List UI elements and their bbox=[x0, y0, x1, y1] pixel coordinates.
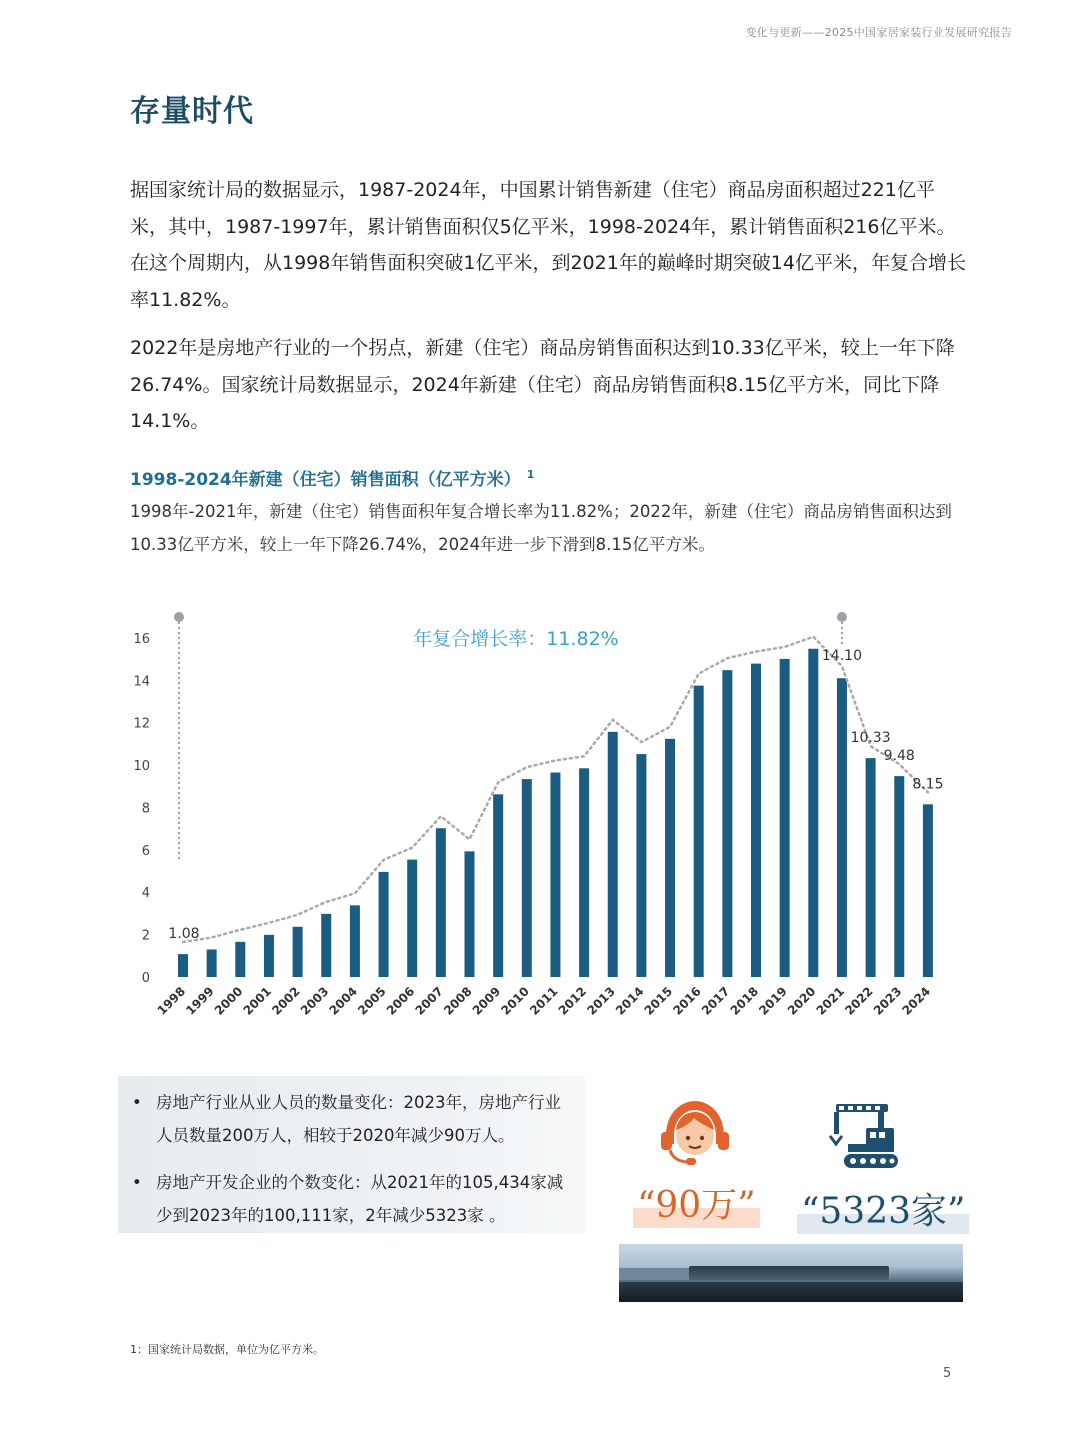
bar-2003 bbox=[321, 914, 331, 977]
body-paragraph-2: 2022年是房地产行业的一个拐点，新建（住宅）商品房销售面积达到10.33亿平米，较上一年下降26.74%。国家统计局数据显示，2024年新建（住宅）商品房销售面积8.15亿平方米，同比下降14.1%。 bbox=[130, 337, 955, 432]
companies-decrease-stat: “5323家” bbox=[797, 1190, 969, 1234]
body-paragraph-1: 据国家统计局的数据显示，1987-2024年，中国累计销售新建（住宅）商品房面积超过221亿平米，其中，1987-1997年，累计销售面积仅5亿平米，1998-2024年，累计销售面积216亿平米。在这个周期内，从1998年销售面积突破1亿平米，到2021年的巅峰时期突破14亿平米，年复合增长率11.82%。 bbox=[130, 179, 966, 311]
chart-heading-text: 1998-2024年新建（住宅）销售面积（亿平方米） bbox=[130, 470, 521, 490]
y-tick-label: 8 bbox=[141, 801, 150, 817]
x-tick-label: 2002 bbox=[269, 984, 303, 1018]
bar-2019 bbox=[780, 659, 790, 977]
bar-2016 bbox=[694, 686, 704, 977]
x-tick-label: 2023 bbox=[870, 984, 905, 1018]
bar-2007 bbox=[436, 828, 446, 977]
headset-person-icon bbox=[658, 1098, 732, 1170]
report-header-title: 变化与更新——2025中国家居家装行业发展研究报告 bbox=[745, 26, 1012, 39]
footnote: 1：国家统计局数据，单位为亿平方米。 bbox=[130, 1343, 324, 1356]
x-tick-label: 2015 bbox=[641, 984, 676, 1018]
bar-2022 bbox=[866, 758, 876, 977]
chart-bars bbox=[178, 649, 933, 977]
x-tick-label: 2008 bbox=[441, 984, 475, 1018]
bar-2020 bbox=[808, 649, 818, 977]
bar-2024 bbox=[923, 804, 933, 977]
x-tick-label: 2011 bbox=[527, 984, 561, 1018]
data-label-1998: 1.08 bbox=[168, 926, 200, 943]
y-tick-label: 12 bbox=[133, 716, 150, 732]
x-tick-label: 1999 bbox=[183, 984, 217, 1018]
bar-2014 bbox=[636, 754, 646, 977]
bar-2023 bbox=[894, 776, 904, 977]
bar-2021 bbox=[837, 678, 847, 977]
bar-2012 bbox=[579, 768, 589, 977]
y-tick-label: 10 bbox=[133, 759, 150, 775]
x-tick-label: 2004 bbox=[326, 984, 361, 1018]
robot-arm-icon bbox=[826, 1100, 900, 1172]
bar-2013 bbox=[608, 732, 618, 977]
x-tick-label: 2012 bbox=[555, 984, 590, 1018]
data-label-2024: 8.15 bbox=[912, 776, 944, 793]
bar-2018 bbox=[751, 664, 761, 977]
x-tick-label: 2016 bbox=[670, 984, 704, 1018]
data-label-2023: 9.48 bbox=[883, 748, 915, 765]
bar-2001 bbox=[264, 935, 274, 977]
bar-1998 bbox=[178, 954, 188, 977]
bullet-companies: • 房地产开发企业的个数变化：从2021年的105,434家减少到2023年的100,111家，2年减少5323家 。 bbox=[156, 1166, 576, 1232]
peak-marker bbox=[837, 612, 847, 622]
chart-description: 1998年-2021年，新建（住宅）销售面积年复合增长率为11.82%；2022年，新建（住宅）商品房销售面积达到10.33亿平方米，较上一年下降26.74%，2024年进一步下滑到8.15亿平方米。 bbox=[130, 502, 952, 554]
x-tick-label: 2020 bbox=[784, 984, 819, 1018]
bar-2009 bbox=[493, 794, 503, 977]
y-tick-label: 2 bbox=[141, 928, 150, 944]
y-tick-label: 14 bbox=[133, 674, 150, 690]
x-tick-label: 2022 bbox=[842, 984, 876, 1018]
employees-decrease-stat: “90万” bbox=[633, 1184, 760, 1228]
y-tick-label: 0 bbox=[141, 971, 150, 986]
bar-2017 bbox=[722, 670, 732, 977]
bar-2008 bbox=[465, 851, 475, 977]
y-tick-label: 16 bbox=[133, 631, 150, 647]
bar-2005 bbox=[379, 872, 389, 977]
x-tick-label: 2018 bbox=[727, 984, 762, 1018]
x-tick-label: 2013 bbox=[584, 984, 618, 1018]
industry-change-box bbox=[118, 1076, 585, 1233]
y-tick-label: 4 bbox=[141, 886, 150, 902]
footnote-ref[interactable]: 1 bbox=[526, 468, 535, 482]
x-tick-label: 2010 bbox=[498, 984, 532, 1018]
bar-2011 bbox=[550, 773, 560, 977]
page-number: 5 bbox=[943, 1366, 952, 1381]
bar-2000 bbox=[235, 942, 245, 977]
start-marker bbox=[174, 612, 184, 622]
x-tick-label: 2006 bbox=[383, 984, 418, 1018]
data-label-2022: 10.33 bbox=[850, 730, 891, 747]
x-tick-label: 2007 bbox=[412, 984, 446, 1018]
bar-1999 bbox=[207, 949, 217, 977]
x-tick-label: 2001 bbox=[240, 984, 275, 1018]
bar-2015 bbox=[665, 739, 675, 977]
y-axis-labels bbox=[133, 632, 150, 986]
x-tick-label: 2024 bbox=[899, 984, 934, 1018]
data-label-2021: 14.10 bbox=[821, 648, 862, 665]
bullet-employees: • 房地产行业从业人员的数量变化：2023年，房地产行业人员数量200万人，相较于2020年减少90万人。 bbox=[156, 1086, 576, 1152]
bar-2006 bbox=[407, 860, 417, 977]
x-tick-label: 1998 bbox=[154, 984, 189, 1018]
bar-2010 bbox=[522, 779, 532, 977]
x-tick-label: 2021 bbox=[813, 984, 848, 1018]
x-tick-label: 2005 bbox=[355, 984, 389, 1018]
cagr-annotation: 年复合增长率：11.82% bbox=[413, 628, 619, 650]
bar-2004 bbox=[350, 905, 360, 977]
bar-2002 bbox=[293, 927, 303, 977]
page-title: 存量时代 bbox=[130, 94, 254, 129]
x-tick-label: 2014 bbox=[613, 984, 647, 1018]
x-tick-label: 2017 bbox=[698, 984, 733, 1018]
x-axis-labels bbox=[155, 984, 933, 1018]
x-tick-label: 2003 bbox=[297, 984, 332, 1018]
y-tick-label: 6 bbox=[141, 843, 150, 859]
building-photo bbox=[619, 1244, 963, 1302]
x-tick-label: 2019 bbox=[756, 984, 790, 1018]
x-tick-label: 2000 bbox=[211, 984, 246, 1018]
x-tick-label: 2009 bbox=[469, 984, 504, 1018]
